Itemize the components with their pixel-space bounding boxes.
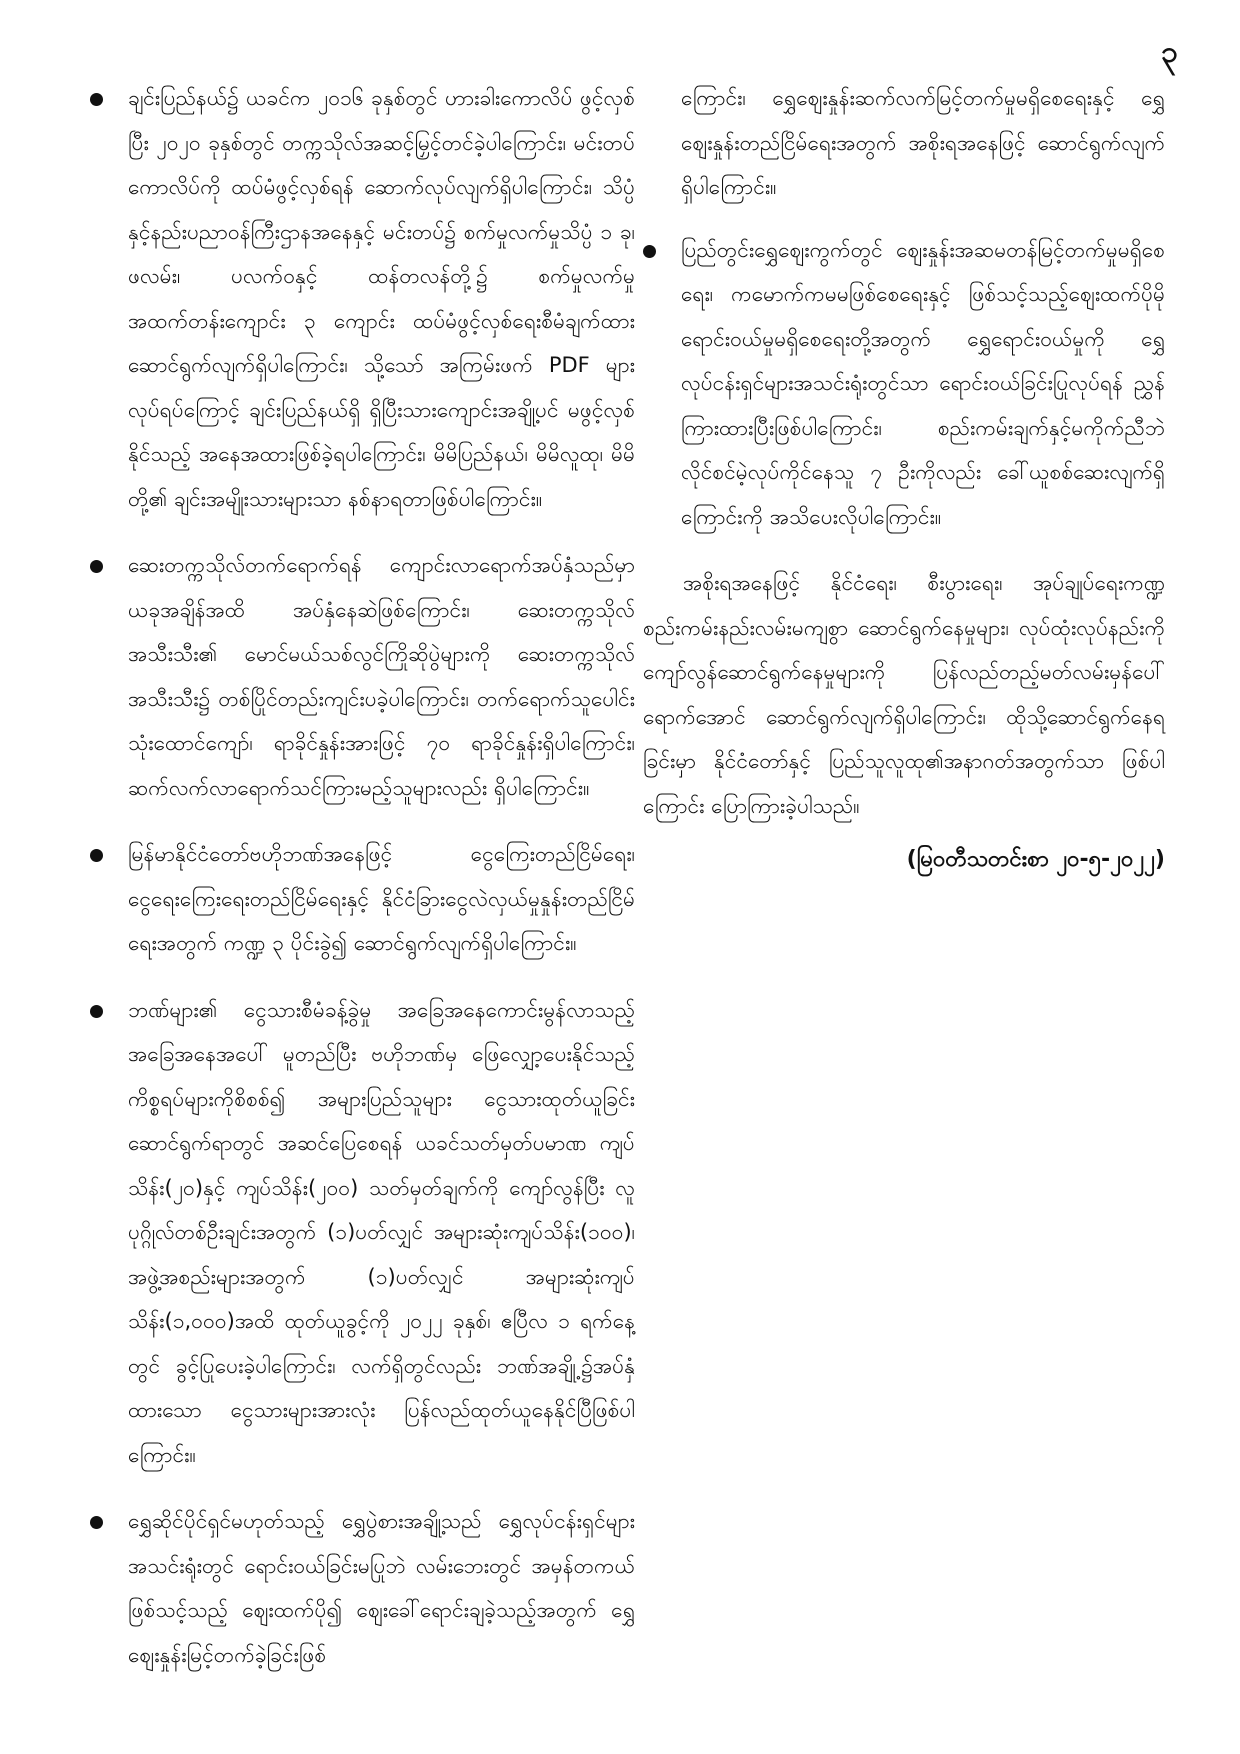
bullet-item [90, 1499, 635, 1677]
bullet-item [90, 988, 635, 1478]
bullet-dot-icon [90, 560, 103, 573]
bullet-text: ဆေးတက္ကသိုလ်တက်ရောက်ရန် ကျောင်းလာရောက်အပ်နှံသည်မှာ ယခုအချိန်အထိ အပ်နှံနေဆဲဖြစ်ကြောင်း၊ ဆေးတက္ကသိုလ်အသီးသီး၏ မောင်မယ်သစ်လွင်ကြိုဆိုပွဲများကို ဆေးတက္ကသိုလ်အသီးသီး၌ တစ်ပြိုင်တည်းကျင်းပခဲ့ပါကြောင်း၊ တက်ရောက်သူပေါင်း သုံးထောင်ကျော်၊ ရာခိုင်နှုန်းအားဖြင့် ၇၀ ရာခိုင်နှုန်းရှိပါကြောင်း၊ ဆက်လက်လာရောက်သင်ကြားမည့်သူများလည်း ရှိပါကြောင်း။ [128, 553, 635, 800]
bullet-item [90, 543, 635, 810]
bullet-text: ဘဏ်များ၏ ငွေသားစီမံခန့်ခွဲမှု အခြေအနေကောင်းမွန်လာသည့်အခြေအနေအပေါ် မူတည်ပြီး ဗဟိုဘဏ်မှ ဖြေလျှော့ပေးနိုင်သည့်ကိစ္စရပ်များကိုစိစစ်၍ အများပြည်သူများ ငွေသားထုတ်ယူခြင်းဆောင်ရွက်ရာတွင် အဆင်ပြေစေရန် ယခင်သတ်မှတ်ပမာဏ ကျပ်သိန်း(၂၀)နှင့် ကျပ်သိန်း(၂၀၀) သတ်မှတ်ချက်ကို ကျော်လွန်ပြီး လူပုဂ္ဂိုလ်တစ်ဦးချင်းအတွက် (၁)ပတ်လျှင် အများဆုံးကျပ်သိန်း(၁၀၀)၊ အဖွဲ့အစည်းများအတွက် (၁)ပတ်လျှင် အများဆုံးကျပ်သိန်း(၁,၀၀၀)အထိ ထုတ်ယူခွင့်ကို ၂၀၂၂ ခုနှစ်၊ ဧပြီလ ၁ ရက်နေ့တွင် ခွင့်ပြုပေးခဲ့ပါကြောင်း၊ လက်ရှိတွင်လည်း ဘဏ်အချို့၌အပ်နှံထားသော ငွေသားများအားလုံး ပြန်လည်ထုတ်ယူနေနိုင်ပြီဖြစ်ပါကြောင်း။ [128, 997, 635, 1467]
source-citation: (မြဝတီသတင်းစာ ၂၀-၅-၂၀၂၂) [906, 847, 1165, 872]
bullet-dot-icon [90, 1516, 103, 1529]
bullet-text: ချင်းပြည်နယ်၌ ယခင်က ၂၀၁၆ ခုနှစ်တွင် ဟားခါးကောလိပ် ဖွင့်လှစ်ပြီး ၂၀၂၀ ခုနှစ်တွင် တက္ကသိုလ်အဆင့်မြှင့်တင်ခဲ့ပါကြောင်း၊ မင်းတပ်ကောလိပ်ကို ထပ်မံဖွင့်လှစ်ရန် ဆောက်လုပ်လျက်ရှိပါကြောင်း၊ သိပ္ပံနှင့်နည်းပညာဝန်ကြီးဌာနအနေနှင့် မင်းတပ်၌ စက်မှုလက်မှုသိပ္ပံ ၁ ခု၊ ဖလမ်း၊ ပလက်ဝနှင့် ထန်တလန်တို့၌ စက်မှုလက်မှုအထက်တန်းကျောင်း ၃ ကျောင်း ထပ်မံဖွင့်လှစ်ရေးစီမံချက်ထား ဆောင်ရွက်လျက်ရှိပါကြောင်း၊ သို့သော် အကြမ်းဖက် PDF များလုပ်ရပ်ကြောင့် ချင်းပြည်နယ်ရှိ ရှိပြီးသားကျောင်းအချို့ပင် မဖွင့်လှစ်နိုင်သည့် အနေအထားဖြစ်ခဲ့ရပါကြောင်း၊ မိမိပြည်နယ်၊ မိမိလူထု၊ မိမိတို့၏ ချင်းအမျိုးသားများသာ နစ်နာရတာဖြစ်ပါကြောင်း။ [128, 86, 635, 511]
bullet-dot-icon [90, 1005, 103, 1018]
closing-paragraph: အစိုးရအနေဖြင့် နိုင်ငံရေး၊ စီးပွားရေး၊ အုပ်ချုပ်ရေးကဏ္ဍစည်းကမ်းနည်းလမ်းမကျစွာ ဆောင်ရွက်နေမှုများ၊ လုပ်ထုံးလုပ်နည်းကို ကျော်လွန်ဆောင်ရွက်နေမှုများကို ပြန်လည်တည့်မတ်လမ်းမှန်ပေါ်ရောက်အောင် ဆောင်ရွက်လျက်ရှိပါကြောင်း၊ ထိုသို့ဆောင်ရွက်နေရခြင်းမှာ နိုင်ငံတော်နှင့် ပြည်သူလူထု၏အနာဂတ်အတွက်သာ ဖြစ်ပါကြောင်း ပြောကြားခဲ့ပါသည်။ [643, 571, 1165, 818]
bullet-dot-icon [643, 245, 656, 258]
bullet-item [643, 228, 1165, 540]
right-column [643, 76, 1165, 883]
bullet-text: ပြည်တွင်းရွှေဈေးကွက်တွင် ဈေးနှုန်းအဆမတန်မြင့်တက်မှုမရှိစေရေး၊ ကမောက်ကမမဖြစ်စေရေးနှင့် ဖြစ်သင့်သည့်ဈေးထက်ပိုမိုရောင်းဝယ်မှုမရှိစေရေးတို့အတွက် ရွှေရောင်းဝယ်မှုကို ရွှေလုပ်ငန်းရှင်များအသင်းရုံးတွင်သာ ရောင်းဝယ်ခြင်းပြုလုပ်ရန် ညွှန်ကြားထားပြီးဖြစ်ပါကြောင်း၊ စည်းကမ်းချက်နှင့်မကိုက်ညီဘဲ လိုင်စင်မဲ့လုပ်ကိုင်နေသူ ၇ ဦးကိုလည်း ခေါ်ယူစစ်ဆေးလျက်ရှိကြောင်းကို အသိပေးလိုပါကြောင်း။ [681, 237, 1165, 529]
bullet-item [90, 76, 635, 521]
bullet-item [90, 832, 635, 966]
continued-text: ကြောင်း၊ ရွှေဈေးနှုန်းဆက်လက်မြင့်တက်မှုမရှိစေရေးနှင့် ရွှေဈေးနှုန်းတည်ငြိမ်ရေးအတွက် အစိုးရအနေဖြင့် ဆောင်ရွက်လျက်ရှိပါကြောင်း။ [681, 86, 1165, 199]
page-number: ၃ [1161, 35, 1178, 70]
bullet-dot-icon [90, 849, 103, 862]
bullet-text: မြန်မာနိုင်ငံတော်ဗဟိုဘဏ်အနေဖြင့် ငွေကြေးတည်ငြိမ်ရေး၊ ငွေရေးကြေးရေးတည်ငြိမ်ရေးနှင့် နိုင်ငံခြားငွေလဲလှယ်မှုနှုန်းတည်ငြိမ်ရေးအတွက် ကဏ္ဍ ၃ ပိုင်းခွဲ၍ ဆောင်ရွက်လျက်ရှိပါကြောင်း။ [128, 842, 635, 955]
left-column [90, 76, 635, 1699]
bullet-dot-icon [90, 93, 103, 106]
bullet-text: ရွှေဆိုင်ပိုင်ရှင်မဟုတ်သည့် ရွှေပွဲစားအချို့သည် ရွှေလုပ်ငန်းရှင်များအသင်းရုံးတွင် ရောင်းဝယ်ခြင်းမပြုဘဲ လမ်းဘေးတွင် အမှန်တကယ်ဖြစ်သင့်သည့် ဈေးထက်ပို၍ ဈေးခေါ်ရောင်းချခဲ့သည့်အတွက် ရွှေဈေးနှုန်းမြင့်တက်ခဲ့ခြင်းဖြစ် [128, 1509, 635, 1667]
